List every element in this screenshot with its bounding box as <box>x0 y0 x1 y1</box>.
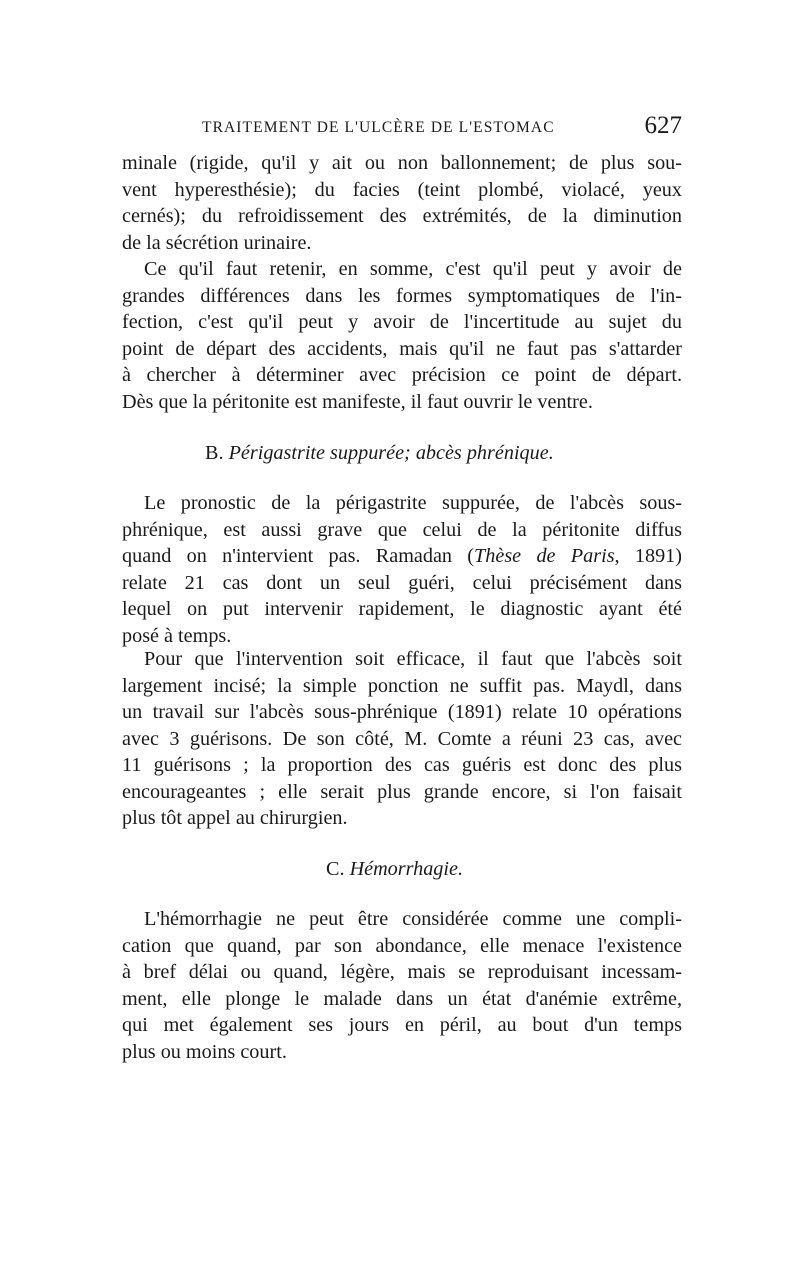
page-number: 627 <box>644 112 682 139</box>
paragraph-intervention <box>122 646 682 832</box>
section-number: B. <box>205 442 224 464</box>
text-line: phrénique, est aussi grave que celui de la péritonite diffus <box>122 518 682 541</box>
paragraph-summary <box>122 256 682 415</box>
text-line: qui met également ses jours en péril, au bout d'un temps <box>122 1014 682 1036</box>
paragraph-hemorrhage <box>122 906 682 1065</box>
text-line: L'hémorrhagie ne peut être considérée comme une compli- <box>144 908 682 930</box>
text-line: Le pronostic de la périgastrite suppurée, de l'abcès sous- <box>144 492 682 514</box>
text-line: Pour que l'intervention soit efficace, il faut que l'abcès soit <box>144 648 682 670</box>
text-line: un travail sur l'abcès sous-phrénique (1891) relate 10 opérations <box>122 701 682 723</box>
text-line: Ce qu'il faut retenir, en somme, c'est qu'il peut y avoir de <box>144 258 682 280</box>
text-run: quand on n'intervient pas. Ramadan ( <box>122 545 475 567</box>
text-line: plus tôt appel au chirurgien. <box>122 807 348 829</box>
text-line: Dès que la péritonite est manifeste, il faut ouvrir le ventre. <box>122 390 593 413</box>
text-line: encourageantes ; elle serait plus grande encore, si l'on faisait <box>122 780 682 803</box>
paragraph-continuation <box>122 150 682 256</box>
section-heading-b <box>205 442 554 465</box>
text-line: largement incisé; la simple ponction ne suffit pas. Maydl, dans <box>122 674 682 697</box>
text-line: à bref délai ou quand, légère, mais se reproduisant incessam- <box>122 961 682 983</box>
text-line: 11 guérisons ; la proportion des cas guéris est donc des plus <box>122 754 682 776</box>
paragraph-prognosis <box>122 490 682 649</box>
section-title: Périgastrite suppurée; abcès phrénique. <box>228 442 554 464</box>
section-number: C. <box>326 858 345 880</box>
text-line: cernés); du refroidissement des extrémités, de la diminution <box>122 205 682 227</box>
text-line: plus ou moins court. <box>122 1040 287 1063</box>
text-line: ment, elle plonge le malade dans un état d'anémie extrême, <box>122 987 682 1010</box>
text-line: avec 3 guérisons. De son côté, M. Comte a réuni 23 cas, avec <box>122 727 682 750</box>
text-line: cation que quand, par son abondance, elle menace l'existence <box>122 934 682 957</box>
text-run: , 1891) <box>614 545 682 567</box>
text-line: relate 21 cas dont un seul guéri, celui précisément dans <box>122 571 682 594</box>
text-line: grandes différences dans les formes symptomatiques de l'in- <box>122 284 682 307</box>
text-line <box>122 543 682 570</box>
running-head <box>120 112 682 142</box>
text-line: point de départ des accidents, mais qu'il ne faut pas s'attarder <box>122 337 682 360</box>
running-title: TRAITEMENT DE L'ULCÈRE DE L'ESTOMAC <box>202 119 555 136</box>
citation-title: Thèse de Paris <box>474 545 615 567</box>
text-line: fection, c'est qu'il peut y avoir de l'incertitude au sujet du <box>122 311 682 333</box>
text-line: vent hyperesthésie); du facies (teint plombé, violacé, yeux <box>122 178 682 201</box>
text-line: lequel on put intervenir rapidement, le diagnostic ayant été <box>122 598 682 620</box>
text-line: à chercher à déterminer avec précision ce point de départ. <box>122 364 682 386</box>
text-line: de la sécrétion urinaire. <box>122 231 312 254</box>
section-heading-c <box>326 858 463 881</box>
text-line: minale (rigide, qu'il y ait ou non ballonnement; de plus sou- <box>122 152 682 174</box>
text-line: posé à temps. <box>122 624 232 647</box>
section-title: Hémorrhagie. <box>349 858 464 880</box>
